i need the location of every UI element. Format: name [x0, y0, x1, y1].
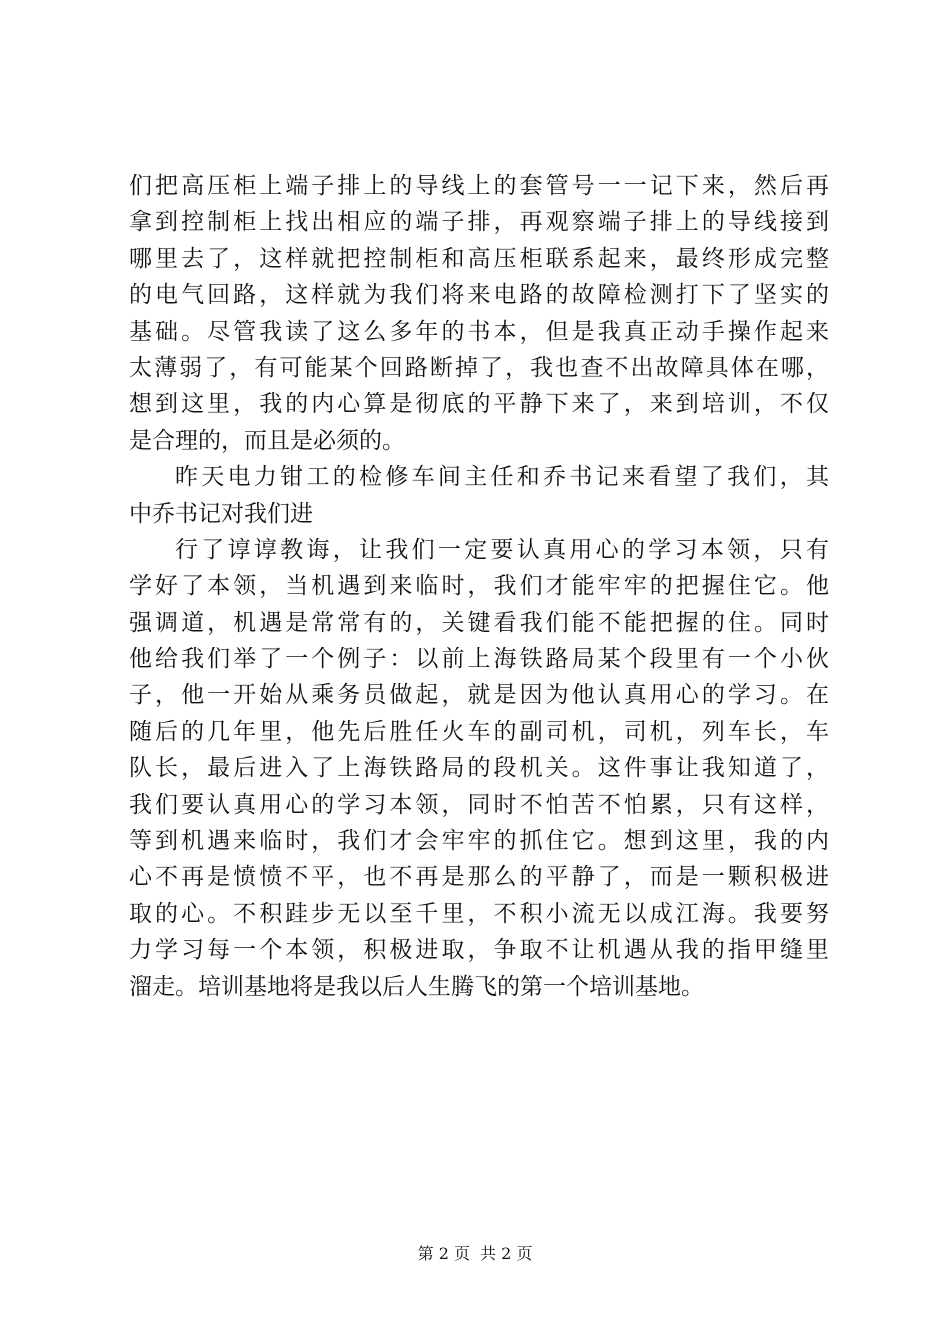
- text-line: 太薄弱了，有可能某个回路断掉了，我也查不出故障具体在哪，: [129, 354, 829, 381]
- text-line: 哪里去了，这样就把控制柜和高压柜联系起来，最终形成完整: [129, 245, 829, 272]
- page-number-total: 共 2 页: [480, 1244, 533, 1263]
- text-line: 是合理的，而且是必须的。: [129, 427, 405, 454]
- text-line: 强调道，机遇是常常有的，关键看我们能不能把握的住。同时: [129, 609, 829, 636]
- text-line: 行了谆谆教诲，让我们一定要认真用心的学习本领，只有: [175, 536, 829, 563]
- text-line: 学好了本领，当机遇到来临时，我们才能牢牢的把握住它。他: [129, 573, 829, 600]
- text-line: 心不再是愤愤不平，也不再是那么的平静了，而是一颗积极进: [129, 864, 829, 891]
- text-line: 的电气回路，这样就为我们将来电路的故障检测打下了坚实的: [129, 282, 829, 309]
- text-line: 随后的几年里，他先后胜任火车的副司机，司机，列车长，车: [129, 718, 829, 745]
- page-number-current: 第 2 页: [417, 1244, 470, 1263]
- page-footer: [0, 1243, 950, 1265]
- text-line: 昨天电力钳工的检修车间主任和乔书记来看望了我们，其: [175, 464, 829, 491]
- text-line: 力学习每一个本领，积极进取，争取不让机遇从我的指甲缝里: [129, 937, 829, 964]
- text-line: 们把高压柜上端子排上的导线上的套管号一一记下来，然后再: [129, 173, 829, 199]
- text-line: 中乔书记对我们进: [129, 500, 313, 527]
- text-line: 队长，最后进入了上海铁路局的段机关。这件事让我知道了，: [129, 755, 829, 782]
- text-line: 子，他一开始从乘务员做起，就是因为他认真用心的学习。在: [129, 682, 829, 709]
- text-line: 取的心。不积跬步无以至千里，不积小流无以成江海。我要努: [129, 900, 829, 927]
- document-body: [129, 168, 829, 1005]
- text-line: 我们要认真用心的学习本领，同时不怕苦不怕累，只有这样，: [129, 791, 829, 818]
- text-line: 溜走。培训基地将是我以后人生腾飞的第一个培训基地。: [129, 973, 704, 1000]
- text-line: 他给我们举了一个例子：以前上海铁路局某个段里有一个小伙: [129, 646, 829, 673]
- text-line: 拿到控制柜上找出相应的端子排，再观察端子排上的导线接到: [129, 209, 829, 236]
- text-line: 基础。尽管我读了这么多年的书本，但是我真正动手操作起来: [129, 318, 829, 345]
- text-line: 想到这里，我的内心算是彻底的平静下来了，来到培训，不仅: [129, 391, 829, 418]
- text-line: 等到机遇来临时，我们才会牢牢的抓住它。想到这里，我的内: [129, 828, 829, 855]
